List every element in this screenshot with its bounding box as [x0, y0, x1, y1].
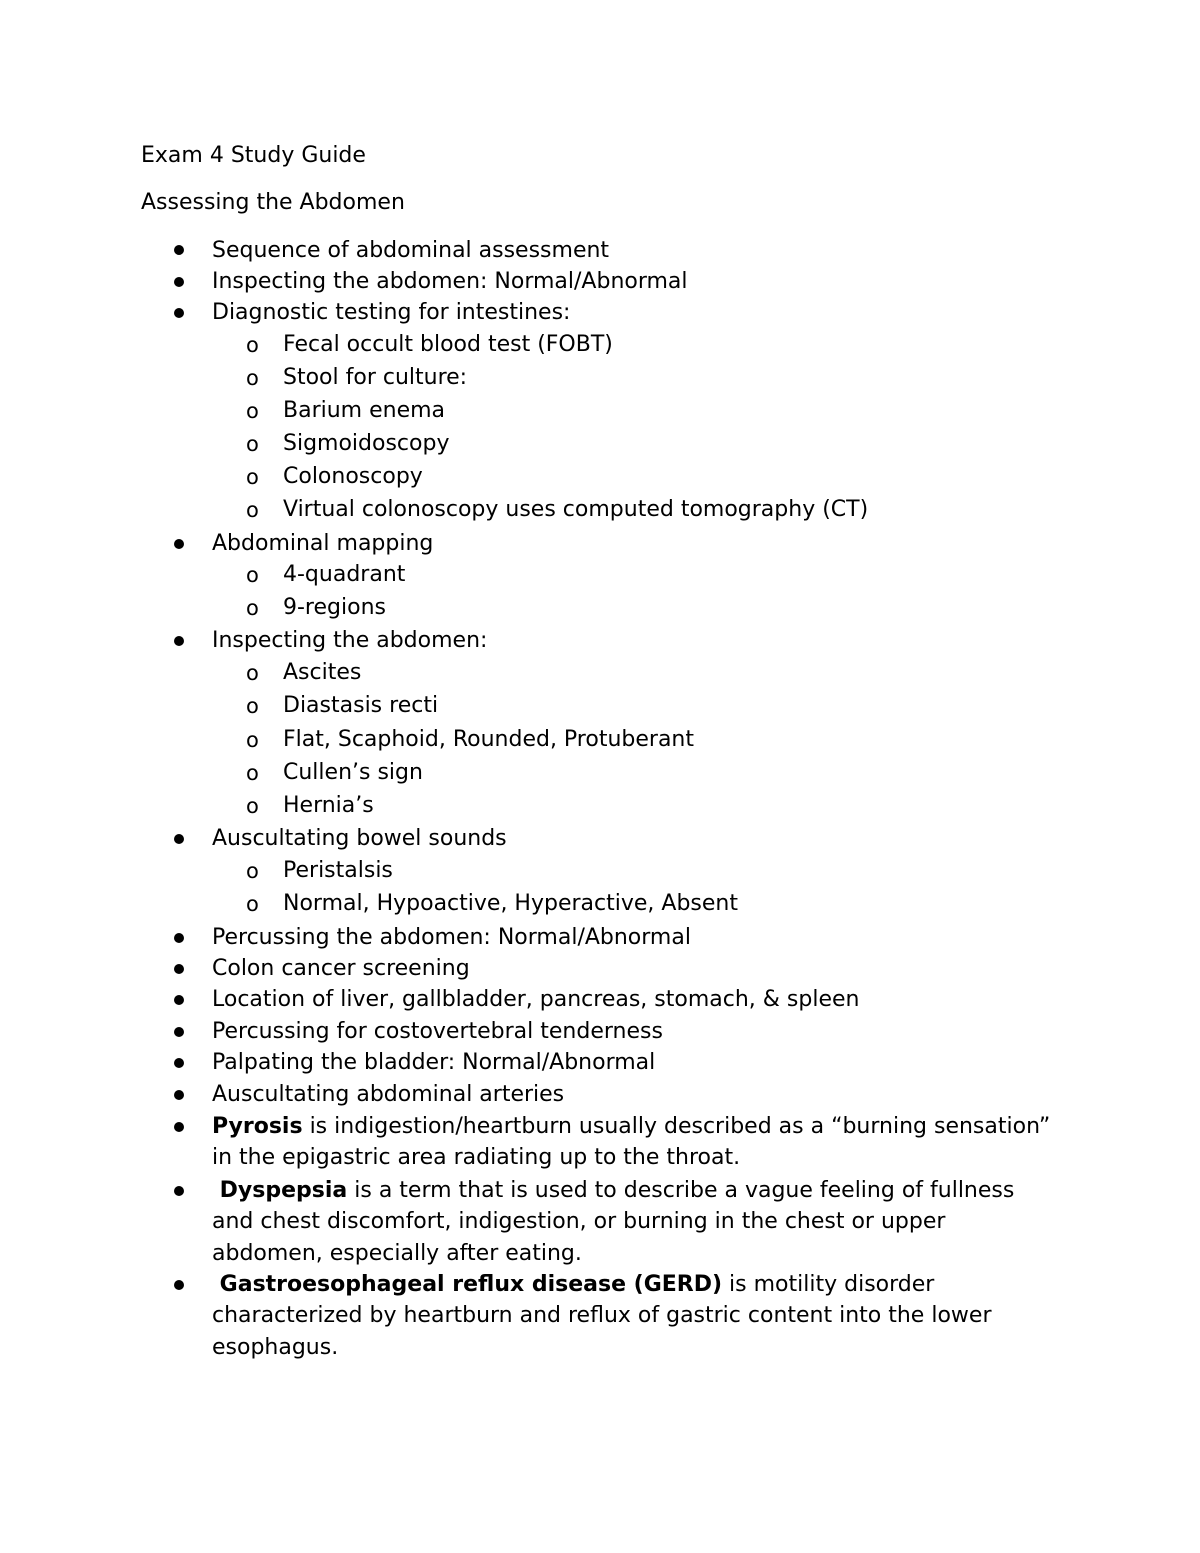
- document-title: Exam 4 Study Guide: [141, 143, 366, 168]
- list-item: Inspecting the abdomen: Normal/Abnormal: [212, 269, 688, 294]
- sub-list-item: Flat, Scaphoid, Rounded, Protuberant: [283, 727, 694, 752]
- sub-list-item: Ascites: [283, 660, 362, 685]
- list-item: Diagnostic testing for intestines:: [212, 300, 571, 325]
- definition-item: [212, 1111, 1062, 1174]
- term-dyspepsia: Dyspepsia: [212, 1178, 348, 1203]
- sub-list-item: Barium enema: [283, 398, 446, 423]
- sub-list-item: Virtual colonoscopy uses computed tomography (CT): [283, 497, 869, 522]
- list-item: Abdominal mapping: [212, 531, 434, 556]
- definition-item: [212, 1269, 1062, 1363]
- term-gerd: Gastroesophageal reflux disease (GERD): [212, 1272, 723, 1297]
- list-item: Colon cancer screening: [212, 956, 470, 981]
- circle-bullet-icon: o: [246, 728, 259, 752]
- sub-list-item: 9-regions: [283, 595, 386, 620]
- definition-text: is a term that is used to describe a vague feeling of fullness and chest discomfort, indigestion, or burning in the chest or upper abdomen, especially after eating.: [212, 1178, 1015, 1266]
- bullet-icon: [174, 1122, 184, 1132]
- bullet-icon: [174, 834, 184, 844]
- sub-list-item: Fecal occult blood test (FOBT): [283, 332, 613, 357]
- circle-bullet-icon: o: [246, 694, 259, 718]
- sub-list-item: Hernia’s: [283, 793, 374, 818]
- sub-list-item: Normal, Hypoactive, Hyperactive, Absent: [283, 891, 738, 916]
- list-item: Auscultating abdominal arteries: [212, 1082, 565, 1107]
- term-pyrosis: Pyrosis: [212, 1114, 303, 1139]
- circle-bullet-icon: o: [246, 498, 259, 522]
- circle-bullet-icon: o: [246, 399, 259, 423]
- bullet-icon: [174, 1186, 184, 1196]
- bullet-icon: [174, 933, 184, 943]
- circle-bullet-icon: o: [246, 794, 259, 818]
- sub-list-item: Peristalsis: [283, 858, 393, 883]
- bullet-icon: [174, 1058, 184, 1068]
- sub-list-item: Sigmoidoscopy: [283, 431, 450, 456]
- bullet-icon: [174, 995, 184, 1005]
- section-heading: Assessing the Abdomen: [141, 190, 405, 215]
- circle-bullet-icon: o: [246, 596, 259, 620]
- list-item: Location of liver, gallbladder, pancreas, stomach, & spleen: [212, 987, 860, 1012]
- bullet-icon: [174, 1280, 184, 1290]
- circle-bullet-icon: o: [246, 465, 259, 489]
- sub-list-item: Cullen’s sign: [283, 760, 423, 785]
- circle-bullet-icon: o: [246, 366, 259, 390]
- list-item: Palpating the bladder: Normal/Abnormal: [212, 1050, 656, 1075]
- list-item: Sequence of abdominal assessment: [212, 238, 610, 263]
- sub-list-item: Stool for culture:: [283, 365, 468, 390]
- circle-bullet-icon: o: [246, 563, 259, 587]
- circle-bullet-icon: o: [246, 432, 259, 456]
- bullet-icon: [174, 277, 184, 287]
- list-item: Auscultating bowel sounds: [212, 826, 507, 851]
- definition-text: is indigestion/heartburn usually described as a “burning sensation” in the epigastric area radiating up to the throat.: [212, 1114, 1051, 1171]
- bullet-icon: [174, 539, 184, 549]
- bullet-icon: [174, 636, 184, 646]
- definition-item: [212, 1175, 1062, 1269]
- circle-bullet-icon: o: [246, 661, 259, 685]
- bullet-icon: [174, 1090, 184, 1100]
- bullet-icon: [174, 308, 184, 318]
- bullet-icon: [174, 964, 184, 974]
- sub-list-item: 4-quadrant: [283, 562, 406, 587]
- bullet-icon: [174, 1027, 184, 1037]
- circle-bullet-icon: o: [246, 892, 259, 916]
- list-item: Percussing the abdomen: Normal/Abnormal: [212, 925, 691, 950]
- circle-bullet-icon: o: [246, 859, 259, 883]
- list-item: Inspecting the abdomen:: [212, 628, 488, 653]
- sub-list-item: Colonoscopy: [283, 464, 423, 489]
- circle-bullet-icon: o: [246, 333, 259, 357]
- definition-text: is motility disorder characterized by heartburn and reflux of gastric content into the lower esophagus.: [212, 1272, 992, 1360]
- circle-bullet-icon: o: [246, 761, 259, 785]
- bullet-icon: [174, 245, 184, 255]
- list-item: Percussing for costovertebral tenderness: [212, 1019, 663, 1044]
- sub-list-item: Diastasis recti: [283, 693, 439, 718]
